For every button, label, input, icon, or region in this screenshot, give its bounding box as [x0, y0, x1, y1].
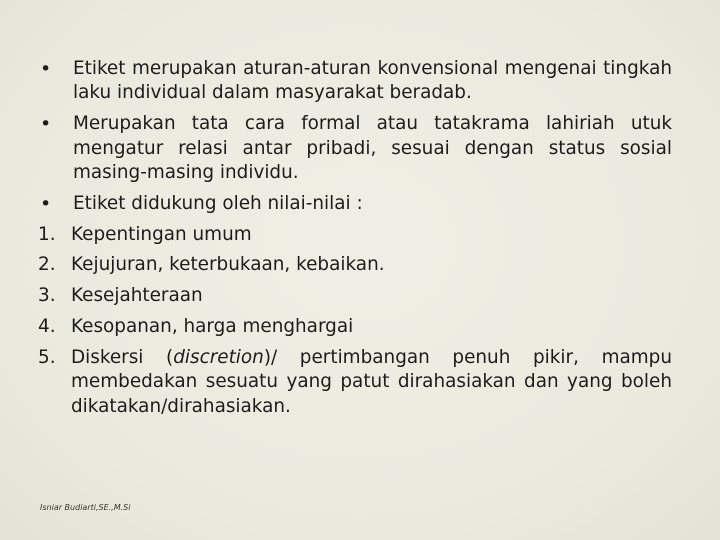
list-item — [38, 192, 672, 216]
number-marker: 4. — [38, 316, 56, 337]
text-after: )/ pertimbangan penuh pikir, mampu membedakan sesuatu yang patut dirahasiakan dan yang boleh dikatakan/dirahasiakan. — [71, 346, 672, 417]
list-item — [38, 112, 672, 185]
bullet-marker: • — [40, 58, 52, 80]
list-item-text: Kejujuran, keterbukaan, kebaikan. — [71, 254, 385, 276]
list-item-text: Merupakan tata cara formal atau tatakrama lahiriah utuk mengatur relasi antar pribadi, sesuai dengan status sosial masing-masing individu. — [73, 113, 672, 184]
content-list — [38, 57, 672, 425]
list-item-text: Kesejahteraan — [71, 285, 203, 307]
bullet-marker: • — [40, 113, 52, 136]
list-item — [38, 346, 672, 419]
list-item-text: Kesopanan, harga menghargai — [71, 316, 354, 337]
list-item-text — [71, 346, 672, 419]
list-item — [38, 253, 672, 277]
bullet-marker: • — [40, 192, 52, 215]
footer-author: Isniar Budiarti,SE.,M.Si — [40, 503, 131, 512]
list-item — [38, 315, 672, 339]
list-item-text: Etiket merupakan aturan-aturan konvensional mengenai tingkah laku individual dalam masyarakat beradab. — [73, 58, 672, 104]
number-marker: 1. — [38, 223, 56, 245]
number-marker: 2. — [38, 254, 56, 276]
list-item — [38, 284, 672, 308]
list-item — [38, 223, 672, 247]
italic-term: discretion — [173, 346, 264, 368]
list-item-text: Kepentingan umum — [71, 223, 252, 245]
list-item — [38, 57, 672, 106]
text-before: Diskersi ( — [71, 346, 174, 368]
number-marker: 3. — [38, 285, 56, 307]
number-marker: 5. — [38, 346, 56, 368]
list-item-text: Etiket didukung oleh nilai-nilai : — [73, 192, 363, 214]
